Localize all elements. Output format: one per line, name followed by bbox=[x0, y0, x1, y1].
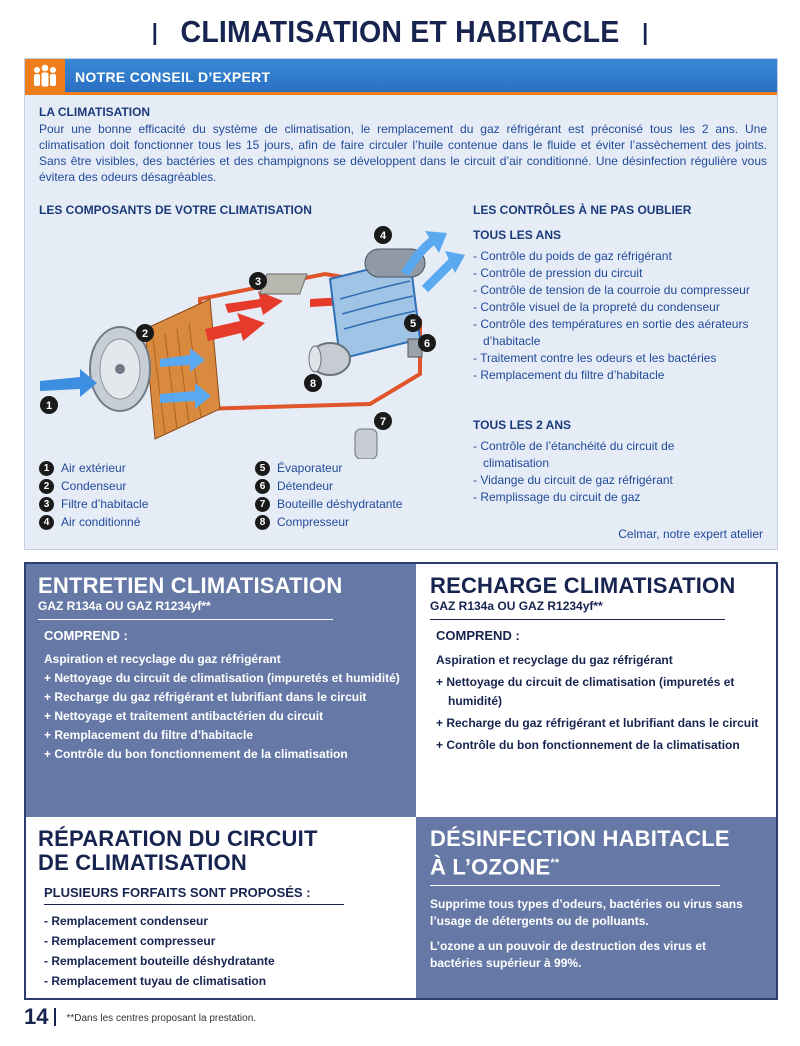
legend-number: 7 bbox=[255, 497, 270, 512]
desinfection-card bbox=[416, 817, 776, 998]
svg-text:4: 4 bbox=[379, 230, 387, 242]
people-icon bbox=[25, 59, 65, 95]
legend-label: Condenseur bbox=[61, 479, 127, 493]
reparation-title-line2: DE CLIMATISATION bbox=[38, 850, 247, 875]
legend-label: Compresseur bbox=[277, 515, 350, 529]
reparation-rule bbox=[44, 904, 344, 905]
legend-item bbox=[39, 477, 148, 495]
recharge-gaz: GAZ R134a OU GAZ R1234yf** bbox=[430, 599, 603, 613]
check-item: - Remplacement du filtre d’habitacle bbox=[473, 368, 665, 382]
svg-text:2: 2 bbox=[141, 328, 149, 340]
entretien-lead: Aspiration et recyclage du gaz réfrigérant bbox=[44, 652, 281, 666]
page-number: 14 bbox=[24, 1004, 49, 1029]
expert-signature: Celmar, notre expert atelier bbox=[618, 527, 763, 541]
reparation-title-line1: RÉPARATION DU CIRCUIT bbox=[38, 826, 318, 851]
climatisation-diagram bbox=[25, 219, 465, 459]
legend-number: 1 bbox=[39, 461, 54, 476]
recharge-title: RECHARGE CLIMATISATION bbox=[430, 573, 736, 598]
reparation-item: - Remplacement bouteille déshydratante bbox=[44, 954, 275, 968]
legend-number: 6 bbox=[255, 479, 270, 494]
reparation-item: - Remplacement condenseur bbox=[44, 914, 209, 928]
recharge-lead: Aspiration et recyclage du gaz réfrigérant bbox=[436, 653, 673, 667]
legend-label: Détendeur bbox=[277, 479, 334, 493]
reparation-item: - Remplacement tuyau de climatisation bbox=[44, 974, 267, 988]
controls-title: LES CONTRÔLES À NE PAS OUBLIER bbox=[473, 203, 692, 217]
components-legend-right bbox=[255, 459, 402, 531]
recharge-item: + Nettoyage du circuit de climatisation (impuretés et humidité) bbox=[436, 675, 735, 708]
recharge-card bbox=[416, 564, 776, 817]
entretien-title: ENTRETIEN CLIMATISATION bbox=[38, 573, 343, 598]
legend-number: 4 bbox=[39, 515, 54, 530]
legend-number: 8 bbox=[255, 515, 270, 530]
legend-label: Filtre d’habitacle bbox=[61, 497, 149, 511]
entretien-item: + Remplacement du filtre d’habitacle bbox=[44, 728, 254, 742]
entretien-label: COMPREND : bbox=[44, 628, 128, 643]
desinfection-title-line1: DÉSINFECTION HABITACLE bbox=[430, 826, 730, 851]
svg-text:7: 7 bbox=[379, 416, 387, 428]
page-title bbox=[32, 14, 768, 50]
legend-item bbox=[255, 513, 402, 531]
footnote: **Dans les centres proposant la prestation. bbox=[66, 1013, 257, 1024]
controls-every-2-years bbox=[473, 417, 723, 506]
legend-label: Évaporateur bbox=[277, 461, 343, 475]
entretien-gaz: GAZ R134a OU GAZ R1234yf** bbox=[38, 599, 211, 613]
recharge-rule bbox=[430, 619, 725, 620]
entretien-rule bbox=[38, 619, 333, 620]
expert-header bbox=[25, 59, 777, 95]
desinfection-rule bbox=[430, 885, 720, 886]
desinfection-title-sup: ** bbox=[550, 857, 560, 869]
check-item: - Contrôle du poids de gaz réfrigérant bbox=[473, 249, 672, 263]
check-item: - Vidange du circuit de gaz réfrigérant bbox=[473, 473, 673, 487]
legend-item bbox=[39, 513, 148, 531]
expert-advice-box bbox=[24, 58, 778, 550]
reparation-label: PLUSIEURS FORFAITS SONT PROPOSÉS : bbox=[44, 885, 311, 900]
reparation-card bbox=[26, 817, 416, 998]
footer-separator bbox=[54, 1008, 56, 1026]
legend-label: Air extérieur bbox=[61, 461, 126, 475]
svg-text:6: 6 bbox=[423, 338, 431, 350]
recharge-item: + Contrôle du bon fonctionnement de la climatisation bbox=[436, 738, 740, 752]
svg-text:5: 5 bbox=[409, 318, 417, 330]
legend-label: Air conditionné bbox=[61, 515, 141, 529]
check-item: - Contrôle de l’étanchéité du circuit de climatisation bbox=[473, 439, 675, 470]
every-2-years-title: TOUS LES 2 ANS bbox=[473, 418, 572, 432]
every-year-title: TOUS LES ANS bbox=[473, 228, 562, 242]
entretien-item: + Contrôle du bon fonctionnement de la climatisation bbox=[44, 747, 348, 761]
climatisation-paragraph: Pour une bonne efficacité du système de climatisation, le remplacement du gaz réfrigérant est préconisé tous les 2 ans. Une climatisation doit fonctionner tous les 15 jours, afin de faire circuler l’huile contenue dans le fluide et éviter l’assèchement des joints. Sans être visibles, des bactéries et des champignons se développent dans le circuit d’air conditionné. Une désinfection régulière vous évitera des odeurs désagréables. bbox=[39, 122, 767, 184]
legend-number: 5 bbox=[255, 461, 270, 476]
svg-text:1: 1 bbox=[45, 400, 53, 412]
check-item: - Remplissage du circuit de gaz bbox=[473, 490, 641, 504]
reparation-item: - Remplacement compresseur bbox=[44, 934, 216, 948]
title-bar-left bbox=[154, 23, 157, 45]
check-item: - Contrôle des températures en sortie des aérateurs d’habitacle bbox=[473, 317, 749, 348]
entretien-item: + Nettoyage du circuit de climatisation (impuretés et humidité) bbox=[44, 671, 400, 685]
desinfection-title-line2 bbox=[430, 851, 762, 879]
check-item: - Traitement contre les odeurs et les bactéries bbox=[473, 351, 717, 365]
climatisation-title: LA CLIMATISATION bbox=[39, 105, 151, 119]
recharge-label: COMPREND : bbox=[436, 628, 520, 643]
desinfection-text-2: L’ozone a un pouvoir de destruction des virus et bactéries supérieur à 99%. bbox=[430, 939, 707, 971]
controls-every-year bbox=[473, 227, 763, 384]
components-title: LES COMPOSANTS DE VOTRE CLIMATISATION bbox=[39, 203, 312, 217]
entretien-item: + Recharge du gaz réfrigérant et lubrifiant dans le circuit bbox=[44, 690, 367, 704]
legend-label: Bouteille déshydratante bbox=[277, 497, 403, 511]
check-item: - Contrôle visuel de la propreté du condenseur bbox=[473, 300, 720, 314]
check-item: - Contrôle de tension de la courroie du compresseur bbox=[473, 283, 750, 297]
legend-item bbox=[39, 495, 148, 513]
expert-header-title: NOTRE CONSEIL D’EXPERT bbox=[75, 69, 271, 85]
recharge-item: + Recharge du gaz réfrigérant et lubrifiant dans le circuit bbox=[436, 716, 759, 730]
svg-text:8: 8 bbox=[309, 378, 317, 390]
legend-item bbox=[255, 477, 402, 495]
legend-item bbox=[255, 495, 402, 513]
legend-item bbox=[39, 459, 148, 477]
entretien-card bbox=[26, 564, 416, 817]
components-legend-left bbox=[39, 459, 148, 531]
legend-number: 2 bbox=[39, 479, 54, 494]
entretien-item: + Nettoyage et traitement antibactérien du circuit bbox=[44, 709, 324, 723]
desinfection-text-1: Supprime tous types d’odeurs, bactéries ou virus sans l’usage de détergents ou de polluants. bbox=[430, 897, 743, 929]
page-footer bbox=[24, 1004, 256, 1030]
check-item: - Contrôle de pression du circuit bbox=[473, 266, 643, 280]
legend-item bbox=[255, 459, 402, 477]
svg-text:3: 3 bbox=[254, 276, 262, 288]
title-bar-right bbox=[643, 23, 646, 45]
services-grid bbox=[24, 562, 778, 1000]
legend-number: 3 bbox=[39, 497, 54, 512]
page-title-text: CLIMATISATION ET HABITACLE bbox=[180, 14, 620, 49]
desinfection-title-text: À L’OZONE bbox=[430, 854, 551, 880]
